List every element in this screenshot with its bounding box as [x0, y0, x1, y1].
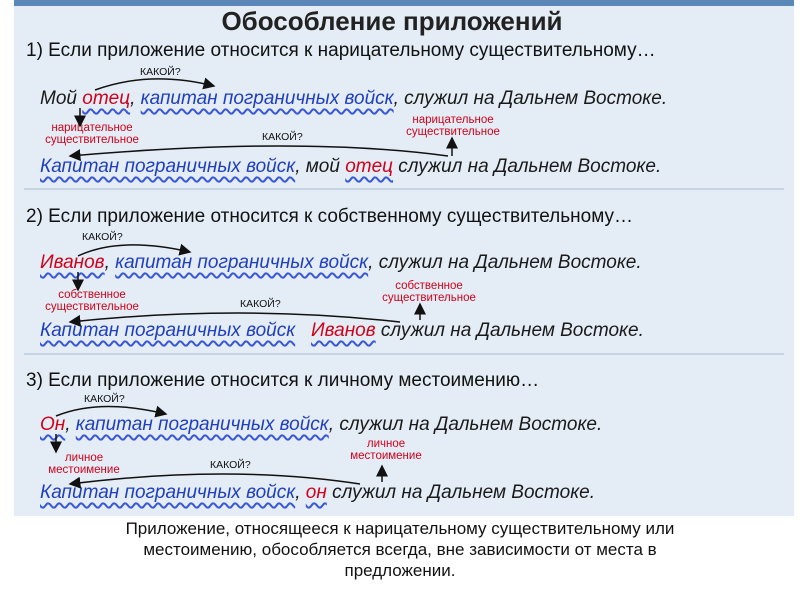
- text: ,: [65, 414, 76, 435]
- appositive: капитан пограничных войск: [115, 252, 369, 273]
- section-2-example-1: [40, 252, 642, 274]
- section-1-label-right: нарицательное существительное: [406, 114, 500, 138]
- section-2-question-1: КАКОЙ?: [82, 231, 123, 243]
- section-2-question-2: КАКОЙ?: [240, 298, 281, 310]
- section-2-heading: 2) Если приложение относится к собственному существительному…: [26, 206, 633, 227]
- footer-line-3: предложении.: [344, 561, 456, 580]
- text: , служил на Дальнем Востоке.: [393, 88, 668, 109]
- divider: [24, 353, 784, 355]
- footer-line-1: Приложение, относящееся к нарицательному существительному или: [125, 519, 675, 538]
- text: служил на Дальнем Востоке.: [393, 156, 662, 177]
- noun-word: отец: [345, 156, 394, 177]
- footer-note: [0, 518, 800, 581]
- section-2-example-2: [40, 320, 644, 342]
- section-1-example-1: [40, 88, 667, 110]
- section-3-example-1: [40, 414, 602, 436]
- text: ,: [295, 482, 306, 503]
- section-3-example-2: [40, 482, 595, 504]
- section-3-label-right: личное местоимение: [350, 438, 422, 462]
- section-3-question-2: КАКОЙ?: [210, 459, 251, 471]
- section-1-question-2: КАКОЙ?: [262, 131, 303, 143]
- noun-word: он: [305, 482, 327, 503]
- appositive: Капитан пограничных войск: [40, 320, 296, 341]
- appositive: Капитан пограничных войск: [40, 156, 296, 177]
- text: , служил на Дальнем Востоке.: [328, 414, 603, 435]
- text: Мой: [40, 88, 83, 109]
- appositive: Капитан пограничных войск: [40, 482, 296, 503]
- section-3-question-1: КАКОЙ?: [84, 393, 125, 405]
- text: , служил на Дальнем Востоке.: [368, 252, 642, 273]
- page-title: Обособление приложений: [221, 6, 563, 36]
- text: ,: [130, 88, 141, 109]
- divider: [24, 188, 784, 190]
- left-margin: [0, 0, 14, 600]
- section-2-label-left: собственное существительное: [45, 289, 139, 313]
- appositive: капитан пограничных войск: [140, 88, 394, 109]
- section-1-example-2: [40, 156, 661, 178]
- text: служил на Дальнем Востоке.: [326, 482, 596, 503]
- appositive: капитан пограничных войск: [75, 414, 329, 435]
- noun-word: Иванов: [311, 320, 376, 341]
- footer-line-2: местоимению, обособляется всегда, вне зависимости от места в: [143, 540, 657, 559]
- section-1-question-1: КАКОЙ?: [140, 66, 181, 78]
- section-2-label-right: собственное существительное: [382, 280, 476, 304]
- section-3-heading: 3) Если приложение относится к личному местоимению…: [26, 370, 540, 391]
- section-3-label-left: личное местоимение: [48, 452, 120, 476]
- section-1-label-left: нарицательное существительное: [45, 122, 139, 146]
- noun-word: Иванов: [40, 252, 105, 273]
- text: , мой: [295, 156, 346, 177]
- noun-word: Он: [40, 414, 66, 435]
- text: ,: [104, 252, 116, 273]
- section-1-heading: 1) Если приложение относится к нарицательному существительному…: [26, 40, 656, 61]
- text: служил на Дальнем Востоке.: [375, 320, 644, 341]
- noun-word: отец: [82, 88, 131, 109]
